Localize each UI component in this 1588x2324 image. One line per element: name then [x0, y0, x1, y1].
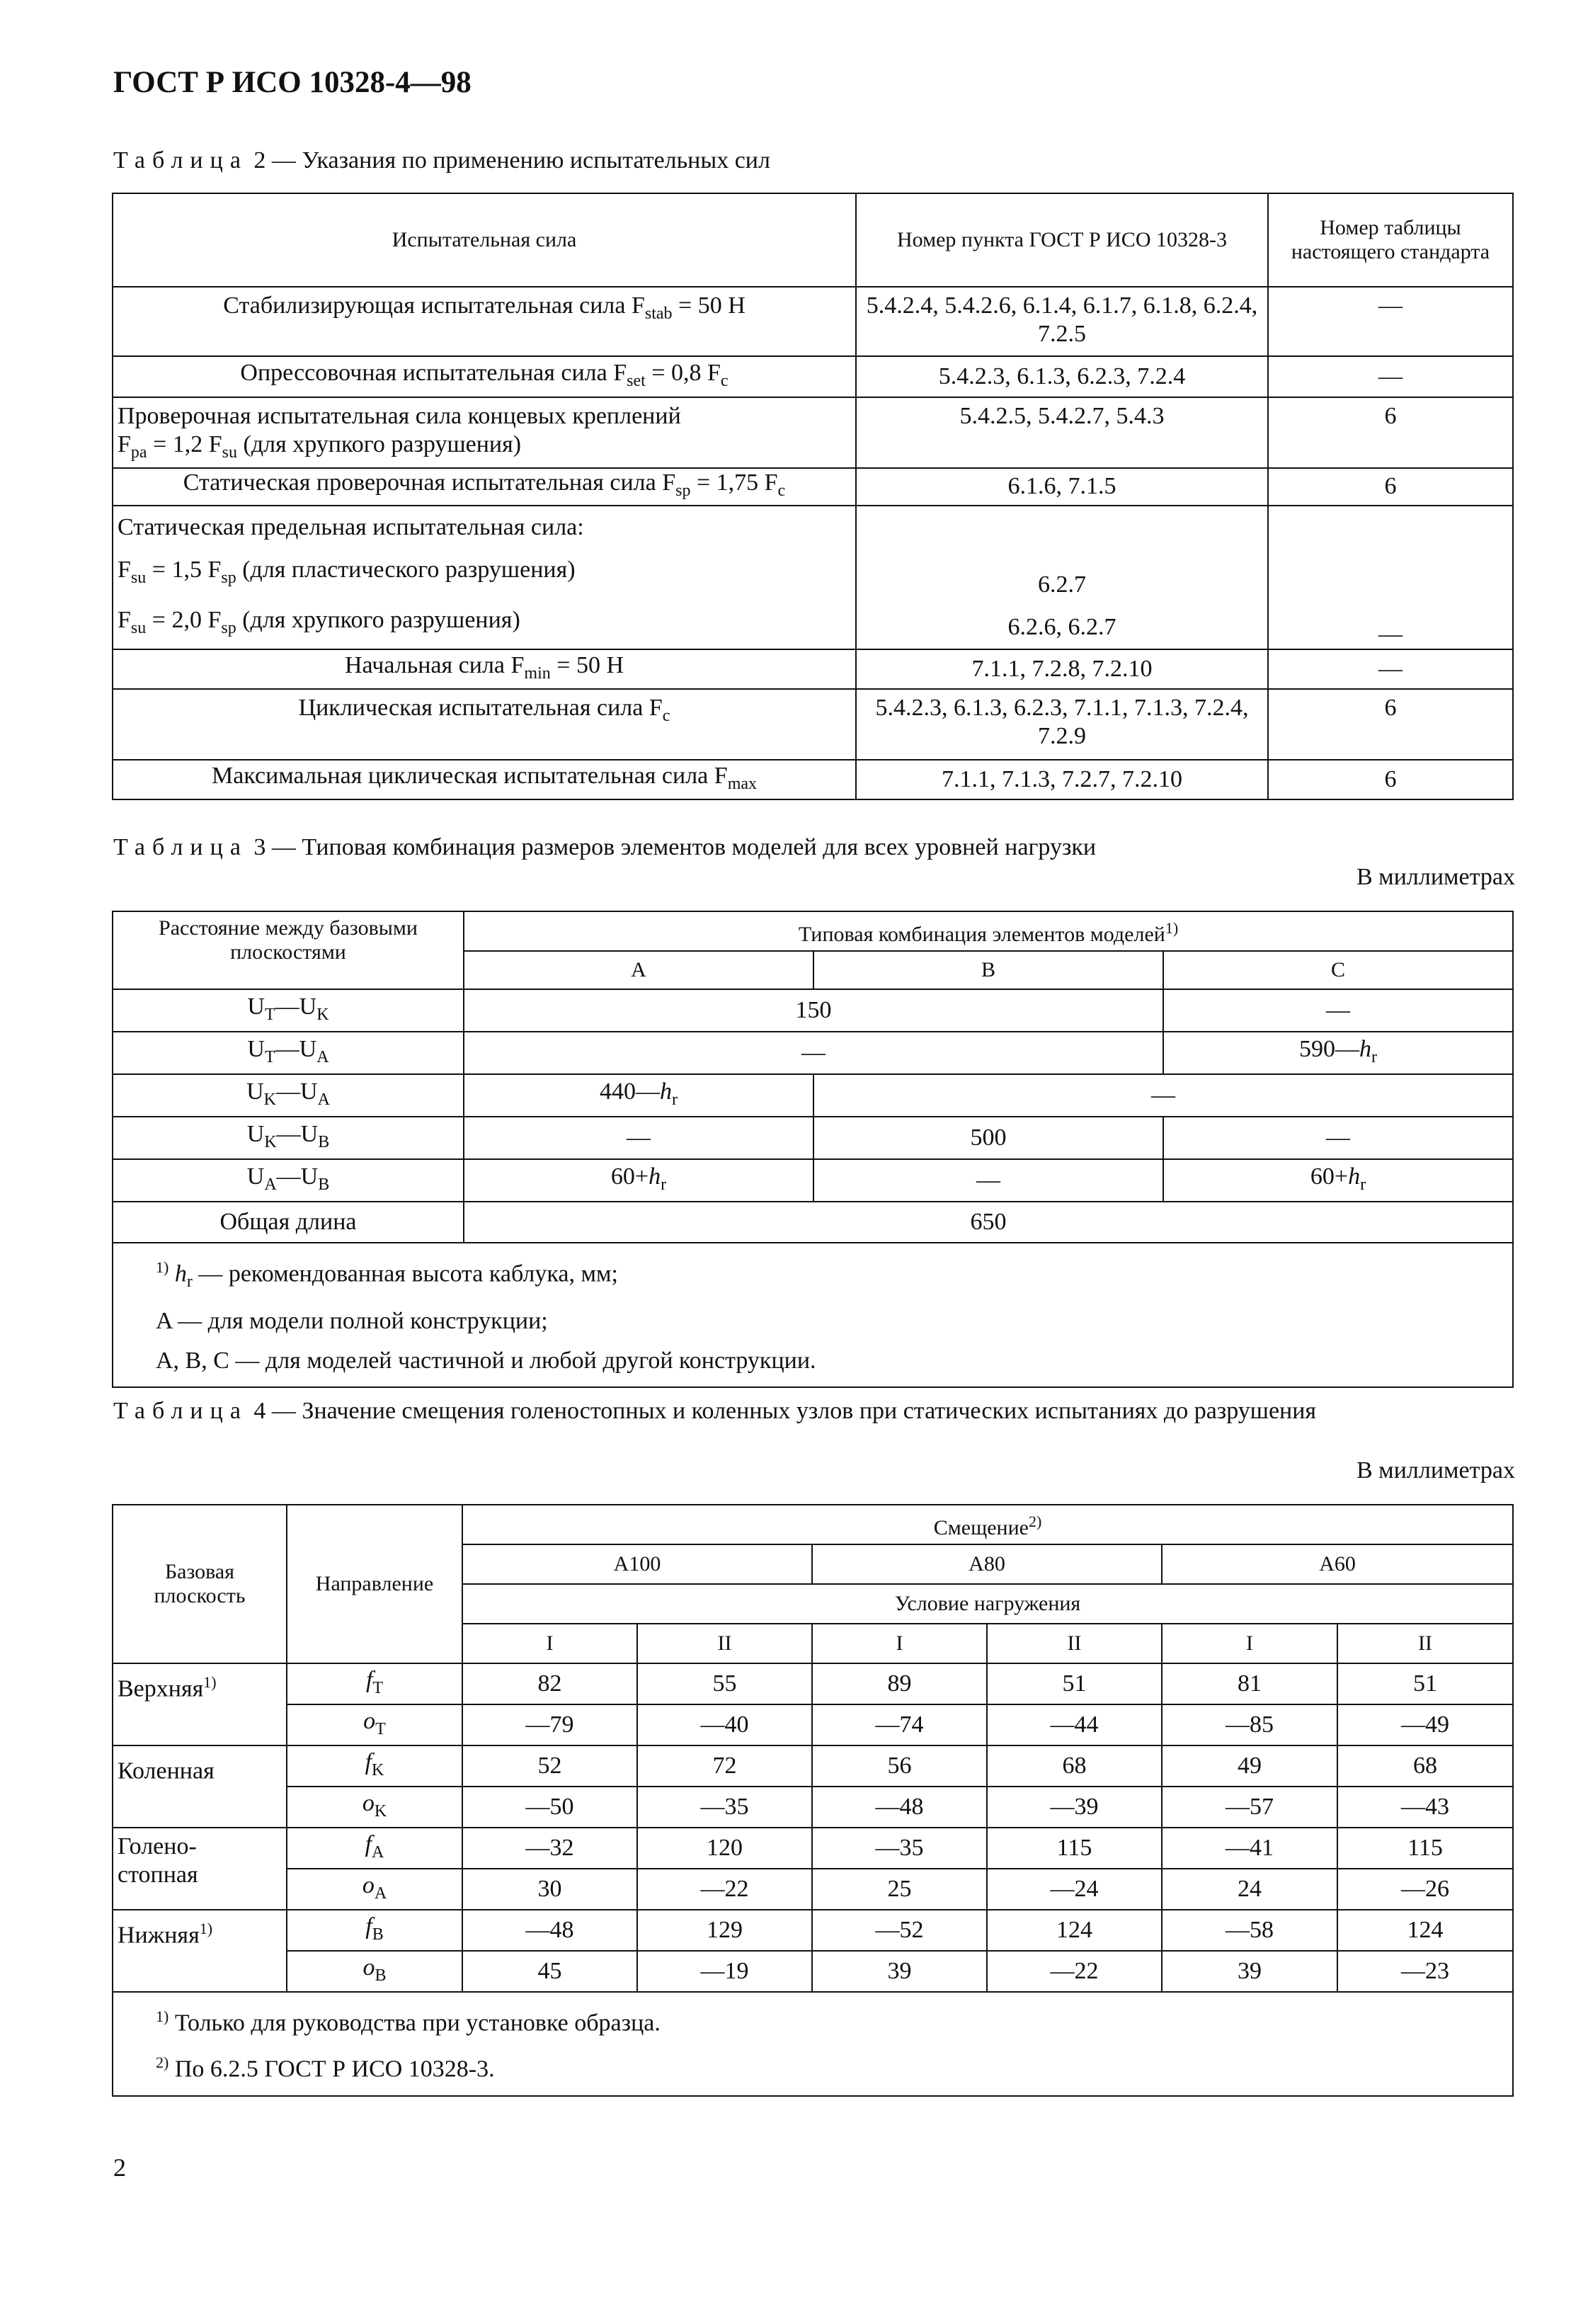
t3-value: —: [464, 1117, 813, 1159]
t4-footnotes: [113, 1992, 1513, 2096]
t4-plane: Коленная: [113, 1745, 287, 1828]
t3-head-group: Типовая комбинация элементов моделей$^{1)}$: [464, 911, 1513, 951]
t4-head-a80: A80: [812, 1544, 1162, 1584]
t4-value: —50: [462, 1787, 637, 1828]
t3-total-value: 650: [464, 1202, 1513, 1243]
table-row: [113, 1032, 1513, 1074]
table-row: [113, 1787, 1513, 1828]
t3-distance: $U_T—U_K$: [113, 989, 464, 1032]
t2-head-force: Испытательная сила: [113, 193, 856, 287]
t4-value: —74: [812, 1704, 987, 1745]
t2-force: Статическая проверочная испытательная сила $F_{sp} = 1,75$ $F_c$: [113, 468, 856, 506]
table3: [112, 911, 1514, 1388]
t4-value: —22: [987, 1951, 1162, 1992]
t4-value: —41: [1162, 1828, 1337, 1869]
t4-value: —43: [1337, 1787, 1513, 1828]
t3-value: —: [464, 1032, 1163, 1074]
t3-distance: $U_K—U_B$: [113, 1117, 464, 1159]
t4-value: 89: [812, 1663, 987, 1704]
t3-footnote-1: $^{1)}$ $h_r$ — рекомендованная высота каблука, мм;: [156, 1258, 618, 1292]
table-row: [113, 506, 1513, 650]
t4-value: 45: [462, 1951, 637, 1992]
t4-value: 55: [637, 1663, 812, 1704]
t4-head-a100: A100: [462, 1544, 812, 1584]
t4-value: 72: [637, 1745, 812, 1787]
t4-value: —44: [987, 1704, 1162, 1745]
t3-value: —: [1163, 1117, 1513, 1159]
table-row: [113, 1117, 1513, 1159]
t4-value: 124: [1337, 1910, 1513, 1951]
table-row: [113, 1202, 1513, 1243]
t4-value: 52: [462, 1745, 637, 1787]
table-row: [113, 1869, 1513, 1910]
t4-value: —35: [812, 1828, 987, 1869]
t4-value: 56: [812, 1745, 987, 1787]
t2-clauses: 5.4.2.3, 6.1.3, 6.2.3, 7.2.4: [856, 356, 1268, 397]
t4-value: —52: [812, 1910, 987, 1951]
t2-force: Максимальная циклическая испытательная сила $F_{max}$: [113, 760, 856, 799]
table-row: [113, 468, 1513, 506]
t4-direction: $f_B$: [287, 1910, 462, 1951]
t4-footnote-1: $^{1)}$ Только для руководства при установке образца.: [156, 2007, 661, 2037]
t4-value: 124: [987, 1910, 1162, 1951]
t2-table: 6: [1268, 397, 1513, 468]
t4-direction: $o_T$: [287, 1704, 462, 1745]
table-row: [113, 760, 1513, 799]
t4-value: —35: [637, 1787, 812, 1828]
t4-value: 39: [812, 1951, 987, 1992]
t4-plane: Верхняя$^{1)}$: [113, 1663, 287, 1745]
t3-distance: $U_A—U_B$: [113, 1159, 464, 1202]
t2-force: Циклическая испытательная сила $F_c$: [113, 689, 856, 760]
t4-value: —49: [1337, 1704, 1513, 1745]
table-row: [113, 689, 1513, 760]
t3-value: $60+h_r$: [464, 1159, 813, 1202]
t3-head-distance: Расстояние между базовыми плоскостями: [113, 911, 464, 989]
t3-value: $60+h_r$: [1163, 1159, 1513, 1202]
t2-force: Начальная сила $F_{min} = 50$ Н: [113, 649, 856, 689]
table-row: [113, 989, 1513, 1032]
t3-value: 150: [464, 989, 1163, 1032]
t2-force: Статическая предельная испытательная сила: $F_{su} = 1,5$ $F_{sp}$ (для пластического разрушения) $F_{su} = 2,0$ $F_{sp}$ (для хрупкого разрушения): [113, 506, 856, 650]
t4-value: 129: [637, 1910, 812, 1951]
t2-table: —: [1268, 506, 1513, 650]
t3-value: $590—h_r$: [1163, 1032, 1513, 1074]
table-row: [113, 1910, 1513, 1951]
t2-clauses: 7.1.1, 7.1.3, 7.2.7, 7.2.10: [856, 760, 1268, 799]
t4-value: 51: [987, 1663, 1162, 1704]
t3-value: —: [1163, 989, 1513, 1032]
t3-total-label: Общая длина: [113, 1202, 464, 1243]
table3-caption: Таблица 3 — Типовая комбинация размеров элементов моделей для всех уровней нагрузки: [113, 834, 1097, 860]
t4-head-level: II: [637, 1624, 812, 1663]
table3-unit: В миллиметрах: [1356, 864, 1515, 890]
t4-value: —85: [1162, 1704, 1337, 1745]
t3-footnotes: [113, 1243, 1513, 1387]
t2-clauses: 5.4.2.4, 5.4.2.6, 6.1.4, 6.1.7, 6.1.8, 6.2.4, 7.2.5: [856, 287, 1268, 356]
t4-value: 39: [1162, 1951, 1337, 1992]
t4-value: —39: [987, 1787, 1162, 1828]
t4-value: 30: [462, 1869, 637, 1910]
t2-table: —: [1268, 287, 1513, 356]
t4-value: 115: [1337, 1828, 1513, 1869]
t4-footnote-2: $^{2)}$ По 6.2.5 ГОСТ Р ИСО 10328-3.: [156, 2054, 495, 2083]
t2-head-table: Номер таблицы настоящего стандарта: [1268, 193, 1513, 287]
table-row: [113, 397, 1513, 468]
t4-head-plane: Базовая плоскость: [113, 1505, 287, 1663]
t4-value: 49: [1162, 1745, 1337, 1787]
document-header: ГОСТ Р ИСО 10328-4—98: [113, 66, 472, 99]
t4-head-level: I: [462, 1624, 637, 1663]
t4-value: 25: [812, 1869, 987, 1910]
table4-unit: В миллиметрах: [1356, 1457, 1515, 1483]
t4-direction: $f_T$: [287, 1663, 462, 1704]
t4-plane: Голено-стопная: [113, 1828, 287, 1910]
t4-value: 115: [987, 1828, 1162, 1869]
t4-head-level: I: [1162, 1624, 1337, 1663]
page-number: 2: [113, 2153, 126, 2182]
t2-table: 6: [1268, 468, 1513, 506]
t2-clauses: 6.2.7 6.2.6, 6.2.7: [856, 506, 1268, 650]
t3-value: —: [813, 1074, 1513, 1117]
t2-force: Проверочная испытательная сила концевых креплений $F_{pa} = 1,2$ $F_{su}$ (для хрупкого разрушения): [113, 397, 856, 468]
t4-value: —79: [462, 1704, 637, 1745]
table-row: [113, 1159, 1513, 1202]
t2-force: Опрессовочная испытательная сила $F_{set} = 0,8$ $F_c$: [113, 356, 856, 397]
table-row: [113, 1828, 1513, 1869]
table-row: [113, 356, 1513, 397]
t4-head-level: II: [1337, 1624, 1513, 1663]
t2-table: —: [1268, 649, 1513, 689]
t4-value: 82: [462, 1663, 637, 1704]
t3-distance: $U_T—U_A$: [113, 1032, 464, 1074]
t3-footnote-3: A, B, C — для моделей частичной и любой другой конструкции.: [156, 1348, 816, 1374]
t3-head-col-c: C: [1163, 951, 1513, 989]
t4-value: —19: [637, 1951, 812, 1992]
t3-value: —: [813, 1159, 1163, 1202]
t3-value: $440—h_r$: [464, 1074, 813, 1117]
t4-value: —57: [1162, 1787, 1337, 1828]
table2: [112, 193, 1514, 800]
t4-value: 68: [987, 1745, 1162, 1787]
t4-value: —26: [1337, 1869, 1513, 1910]
t3-value: 500: [813, 1117, 1163, 1159]
t2-clauses: 6.1.6, 7.1.5: [856, 468, 1268, 506]
table-row: [113, 1745, 1513, 1787]
t3-head-col-b: B: [813, 951, 1163, 989]
table4: [112, 1504, 1514, 2097]
t3-distance: $U_K—U_A$: [113, 1074, 464, 1117]
t4-direction: $o_A$: [287, 1869, 462, 1910]
t4-head-a60: A60: [1162, 1544, 1513, 1584]
table-row: [113, 1074, 1513, 1117]
t4-value: —23: [1337, 1951, 1513, 1992]
t4-direction: $o_K$: [287, 1787, 462, 1828]
table-row: [113, 1704, 1513, 1745]
t4-head-condition: Условие нагружения: [462, 1584, 1513, 1624]
t2-table: 6: [1268, 689, 1513, 760]
t2-clauses: 5.4.2.5, 5.4.2.7, 5.4.3: [856, 397, 1268, 468]
t4-value: —32: [462, 1828, 637, 1869]
t4-head-offset: Смещение$^{2)}$: [462, 1505, 1513, 1544]
t2-table: 6: [1268, 760, 1513, 799]
t4-value: —48: [462, 1910, 637, 1951]
t4-value: —40: [637, 1704, 812, 1745]
t2-force: Стабилизирующая испытательная сила $F_{stab} = 50$ Н: [113, 287, 856, 356]
table-row: [113, 649, 1513, 689]
t4-value: 51: [1337, 1663, 1513, 1704]
t4-head-level: I: [812, 1624, 987, 1663]
t4-value: —58: [1162, 1910, 1337, 1951]
t4-head-direction: Направление: [287, 1505, 462, 1663]
t4-value: 68: [1337, 1745, 1513, 1787]
table-row: [113, 1951, 1513, 1992]
t4-value: 24: [1162, 1869, 1337, 1910]
t4-direction: $f_A$: [287, 1828, 462, 1869]
t2-table: —: [1268, 356, 1513, 397]
t4-direction: $f_K$: [287, 1745, 462, 1787]
t4-value: 120: [637, 1828, 812, 1869]
t2-head-clause: Номер пункта ГОСТ Р ИСО 10328-3: [856, 193, 1268, 287]
t4-value: —48: [812, 1787, 987, 1828]
table4-caption: Таблица 4 — Значение смещения голеностопных и коленных узлов при статических испытаниях до разрушения: [113, 1398, 1317, 1424]
t3-head-col-a: A: [464, 951, 813, 989]
table2-caption: Таблица 2 — Указания по применению испытательных сил: [113, 147, 770, 173]
t2-clauses: 7.1.1, 7.2.8, 7.2.10: [856, 649, 1268, 689]
t4-value: —22: [637, 1869, 812, 1910]
t4-direction: $o_B$: [287, 1951, 462, 1992]
table-row: [113, 287, 1513, 356]
t4-plane: Нижняя$^{1)}$: [113, 1910, 287, 1992]
t4-value: —24: [987, 1869, 1162, 1910]
t4-value: 81: [1162, 1663, 1337, 1704]
table-row: [113, 1663, 1513, 1704]
t4-head-level: II: [987, 1624, 1162, 1663]
t3-footnote-2: A — для модели полной конструкции;: [156, 1308, 548, 1335]
t2-clauses: 5.4.2.3, 6.1.3, 6.2.3, 7.1.1, 7.1.3, 7.2.4, 7.2.9: [856, 689, 1268, 760]
